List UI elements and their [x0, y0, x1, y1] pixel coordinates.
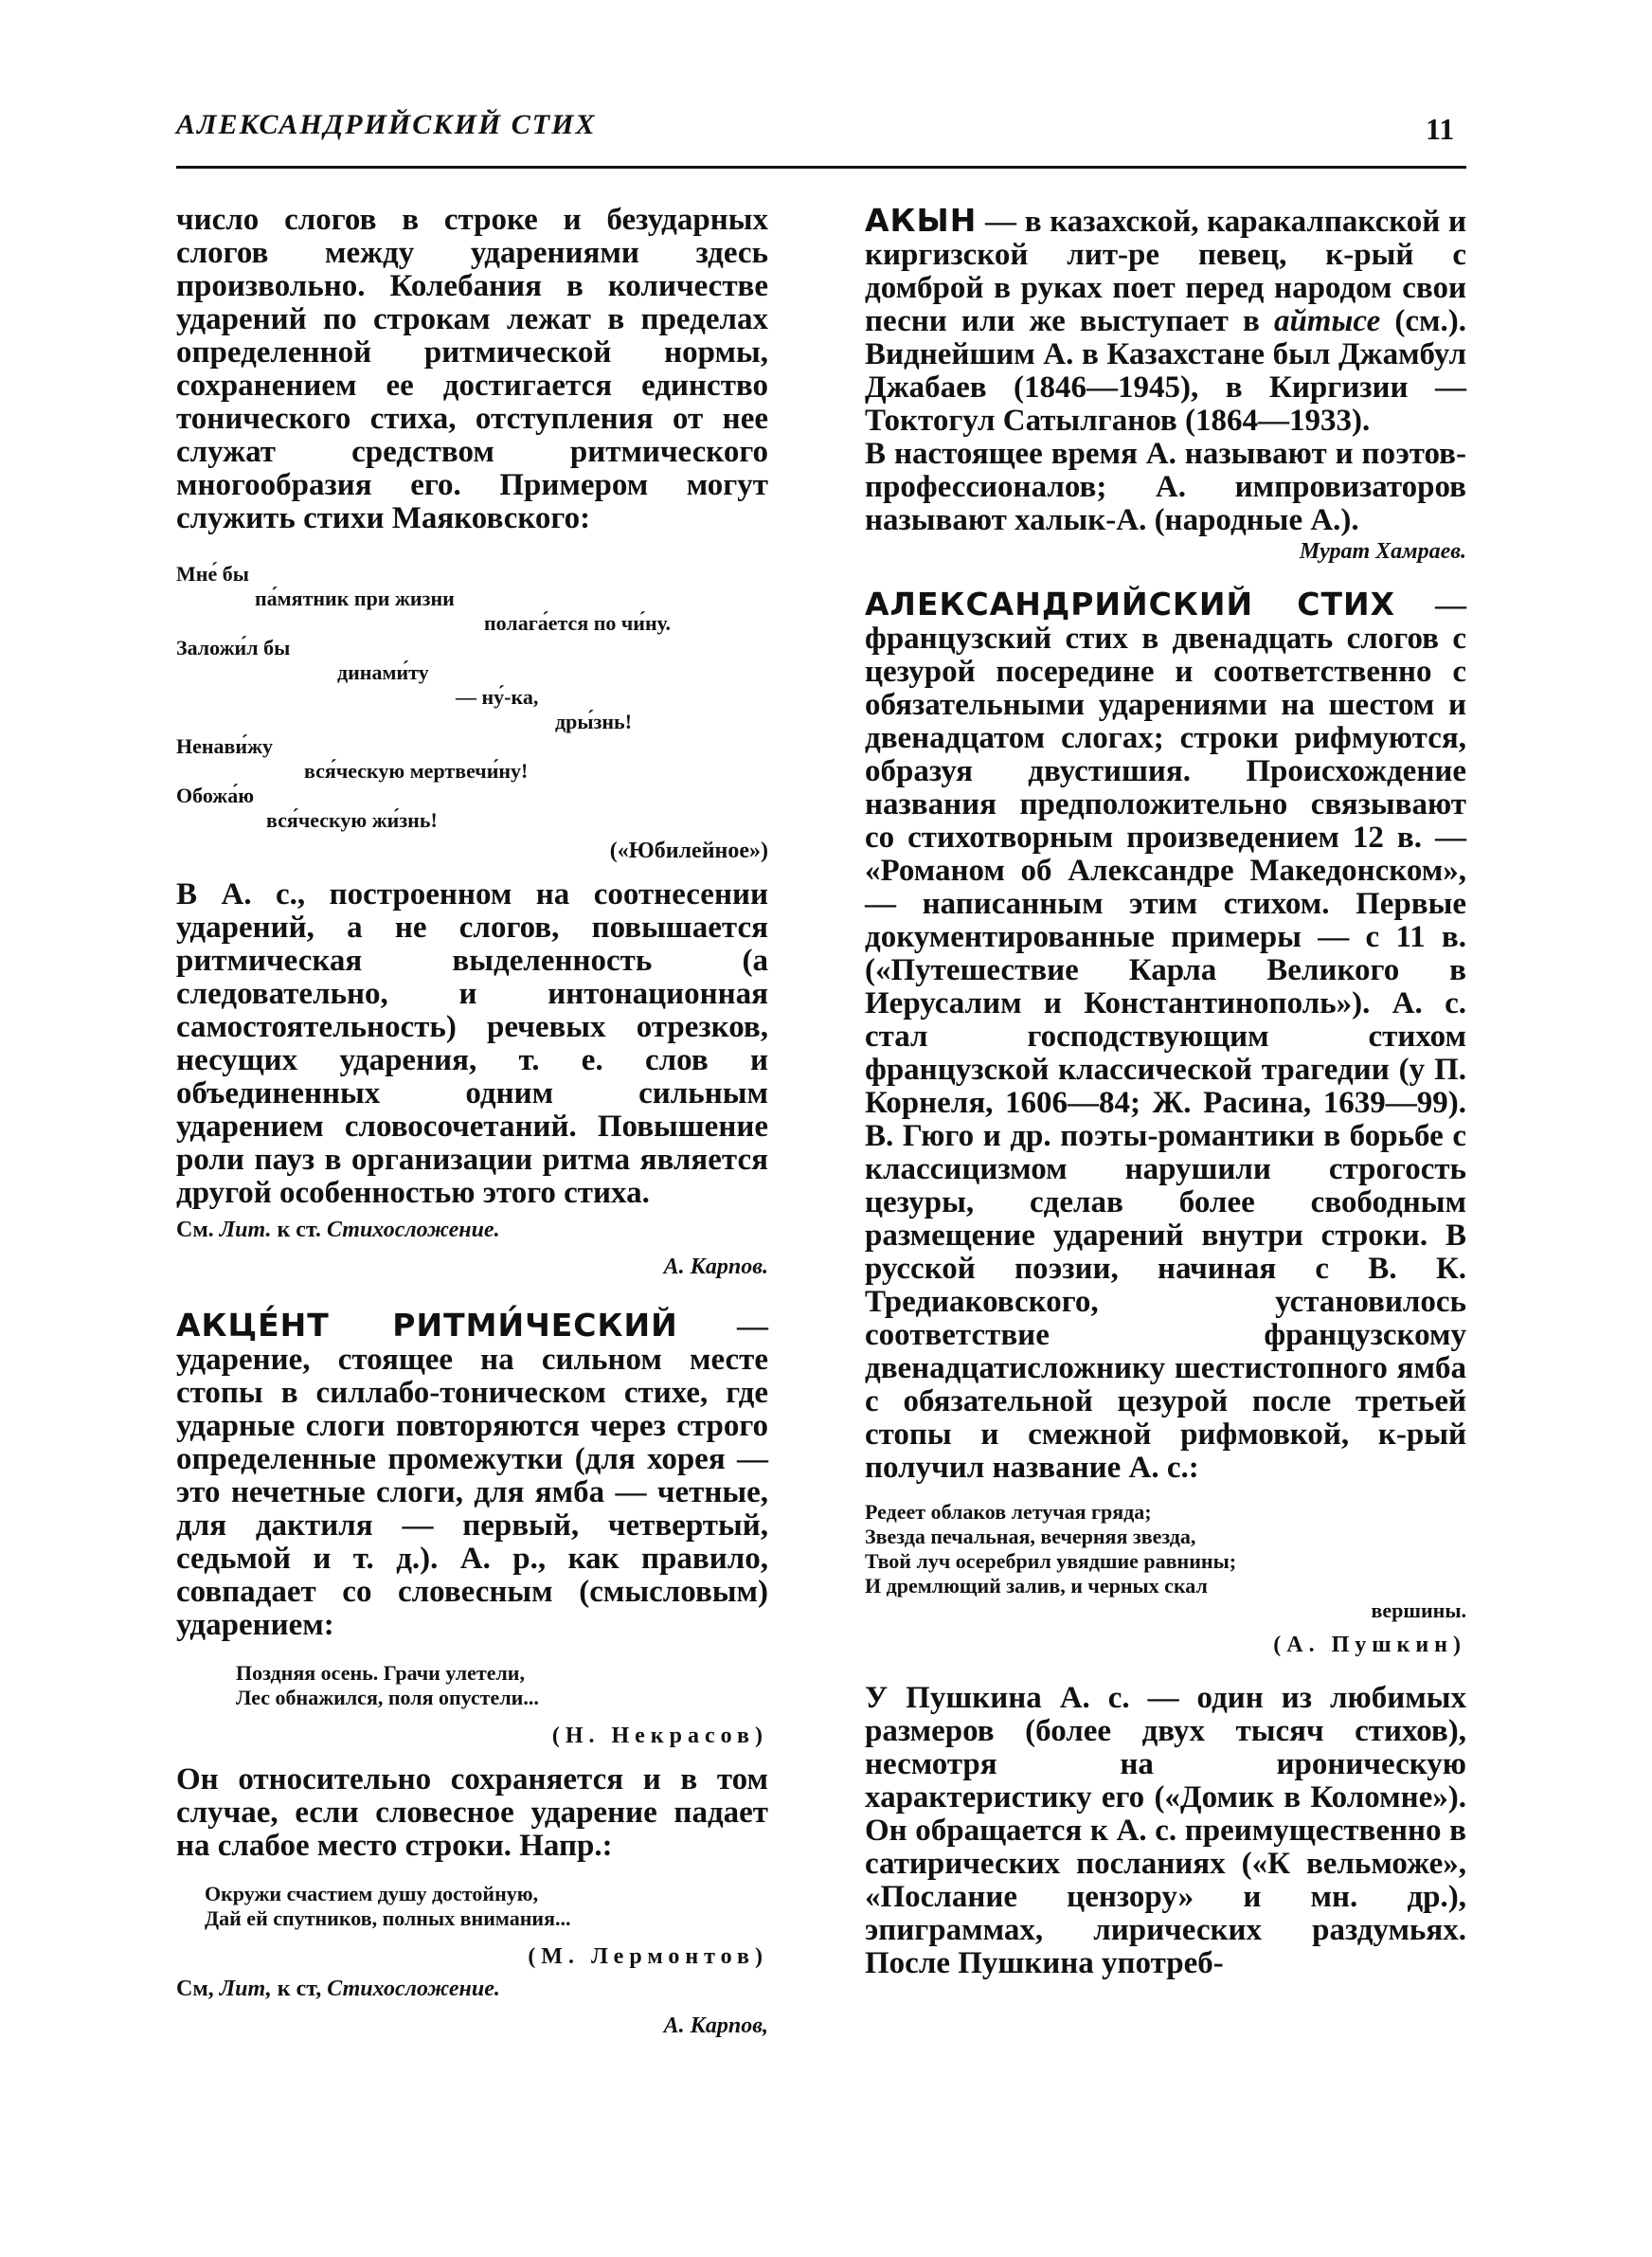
running-title: АЛЕКСАНДРИЙСКИЙ СТИХ [176, 109, 597, 140]
verse-source: (М. Лермонтов) [528, 1944, 768, 1969]
verse-line: дры́знь! [555, 710, 633, 733]
verse-line: вершины. [1371, 1598, 1466, 1622]
verse-line: Обожа́ю [176, 784, 255, 807]
see-prefix: См, [176, 1977, 214, 2001]
entry-accent-rhythmic [176, 1309, 768, 1642]
see-mid: к ст. [277, 1218, 321, 1242]
verse-source: (А. Пушкин) [1273, 1633, 1466, 1657]
entry-text: — в казахской, каракалпакской и киргизской лит-ре певец, к-рый с домброй в руках поет перед народом свои песни или же выступает в [865, 205, 1467, 338]
verse-line: па́мятник при жизни [255, 587, 455, 610]
entry-text: — французский стих в двенадцать слогов с цезурой посередине и соответственно с обязательными ударениями на шестом и двенадцатом слогах; строки рифмуются, образуя двустишия. Происхождение названия предположительно связывают со стихотворным произведением 12 в. — «Романом об Александре Македонском», — написанным этим стихом. Первые документированные примеры — с 11 в. («Путешествие Карла Великого в Иерусалим и Константинополь»). А. с. стал господствующим стихом французской классической трагедии (у П. Корнеля, 1606—84; Ж. Расина, 1639—99). В. Гюго и др. поэты-романтики в борьбе с классицизмом нарушили строгость цезуры, сделав более свободным размещение ударений внутри строки. В русской поэзии, начиная с В. К. Тредиаковского, установилось соответствие французскому двенадцатисложнику шестистопного ямба с обязательной цезурой после третьей стопы и смежной рифмовкой, к-рый получил название А. с.: [865, 588, 1466, 1485]
lermontov-verse [176, 1882, 768, 1969]
entry-headword: АКЫН [865, 202, 978, 239]
verse-line: Ненави́жу [176, 734, 274, 758]
cross-reference-link[interactable]: айтысе [1273, 304, 1381, 338]
verse-line: вся́ческую мертвечи́ну! [304, 759, 529, 783]
lit-label: Лит. [219, 1218, 272, 1242]
see-also-note [176, 1218, 768, 1243]
entry-headword: АКЦЕ́НТ РИТМИ́ЧЕСКИЙ [176, 1307, 678, 1344]
entry-text: В настоящее время А. называют и поэтов-профессионалов; А. импровизаторов называют халык-А. (народные А.). [865, 437, 1466, 537]
verse-line: Окружи счастием душу достойную, [205, 1882, 539, 1905]
verse-line: Звезда печальная, вечерняя звезда, [865, 1525, 1196, 1548]
mayakovsky-verse [176, 562, 768, 863]
entry-headword: АЛЕКСАНДРИЙСКИЙ СТИХ [865, 586, 1396, 623]
see-mid: к ст, [277, 1977, 322, 2001]
accent-continuation-paragraph: Он относительно сохраняется и в том случае, если словесное ударение падает на слабое место строки. Напр.: [176, 1762, 768, 1863]
verse-line: И дремлющий залив, и черных скал [865, 1574, 1208, 1598]
see-prefix: См. [176, 1218, 214, 1242]
author-signature: Мурат Хамраев. [1299, 539, 1466, 564]
see-also-note [176, 1977, 768, 2002]
entry-alexandrine [865, 587, 1466, 1485]
verse-line: Редеет облаков летучая гряда; [865, 1500, 1152, 1524]
author-signature: А. Карпов, [663, 2013, 768, 2038]
header-rule [176, 166, 1466, 169]
verse-source: («Юбилейное») [609, 839, 768, 863]
page-number: 11 [1426, 112, 1455, 146]
verse-source: (Н. Некрасов) [551, 1724, 768, 1748]
verse-line: динами́ту [337, 660, 429, 684]
nekrasov-verse [176, 1661, 768, 1748]
entry-text: (см.). Виднейшим А. в Казахстане был Джамбул Джабаев (1846—1945), в Киргизии — Токтогул Сатылганов (1864—1933). [865, 304, 1467, 438]
verse-line: полага́ется по чи́ну. [484, 611, 671, 635]
see-article-link[interactable]: Стихосложение. [326, 1218, 500, 1242]
entry-text: — ударение, стоящее на сильном месте стопы в силлабо-тоническом стихе, где ударные слоги повторяются через строго определенные промежутки (для хорея — это нечетные слоги, для ямба — четные, для дактиля — первый, четвертый, седьмой и т. д.). А. р., как правило, совпадает со словесным (смысловым) ударением: [176, 1309, 769, 1642]
verse-line: Заложи́л бы [176, 636, 291, 659]
pushkin-paragraph: У Пушкина А. с. — один из любимых размеров (более двух тысяч стихов), несмотря на ироническую характеристику его («Домик в Коломне»). Он обращается к А. с. преимущественно в сатирических посланиях («К вельможе», «Послание цензору» и мн. др.), эпиграммах, лирических раздумьях. После Пушкина употреб- [865, 1681, 1466, 1980]
intro-paragraph: число слогов в строке и безударных слогов между ударениями здесь произвольно. Колебания в количестве ударений по строкам лежат в пределах определенной ритмической нормы, сохранением ее достигается единство тонического стиха, отступления от нее служат средством ритмического многообразия его. Примером могут служить стихи Маяковского: [176, 203, 768, 535]
see-article-link[interactable]: Стихосложение. [327, 1977, 500, 2001]
verse-line: — ну́-ка, [456, 685, 539, 709]
right-column [865, 204, 1466, 1980]
verse-line: Дай ей спутников, полных внимания... [205, 1906, 571, 1930]
verse-line: Лес обнажился, поля опустели... [236, 1686, 539, 1709]
verse-line: Поздняя осень. Грачи улетели, [236, 1661, 525, 1685]
verse-line: Мне́ бы [176, 562, 249, 586]
entry-akyn [865, 204, 1466, 565]
pushkin-verse [865, 1500, 1466, 1657]
left-column [176, 204, 768, 2039]
author-signature: А. Карпов. [663, 1255, 768, 1279]
verse-line: вся́ческую жи́знь! [266, 808, 438, 832]
verse-line: Твой луч осеребрил увядшие равнины; [865, 1549, 1237, 1573]
rhythm-paragraph: В А. с., построенном на соотнесении ударений, а не слогов, повышается ритмическая выделенность (а следовательно, и интонационная самостоятельность) речевых отрезков, несущих ударения, т. е. слов и объединенных одним сильным ударением словосочетаний. Повышение роли пауз в организации ритма является другой особенностью этого стиха. [176, 877, 768, 1210]
lit-label: Лит, [219, 1977, 272, 2001]
